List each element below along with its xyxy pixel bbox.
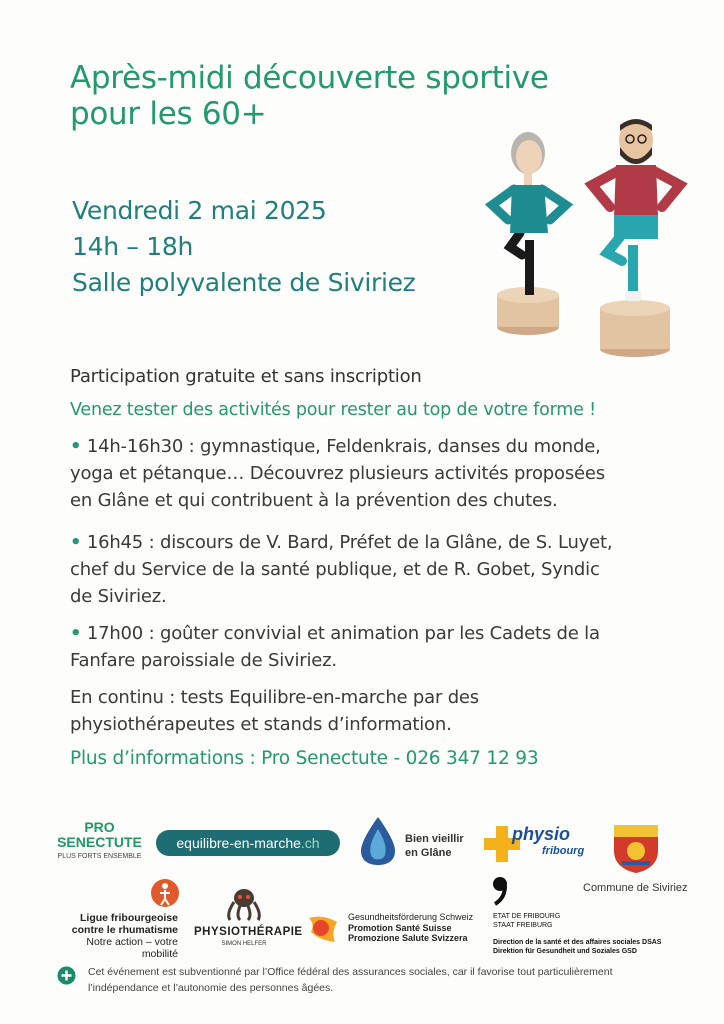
pro-senectute-logo: PRO SENECTUTE PLUS FORTS ENSEMBLE xyxy=(57,819,142,860)
ligue-rhumatisme-figure-icon xyxy=(150,878,180,908)
event-details xyxy=(72,193,416,301)
title-line-2: pour les 60+ xyxy=(70,96,267,132)
bien-vieillir-logo: Bien vieillir en Glâne xyxy=(405,833,464,859)
continuous-note: En continu : tests Equilibre-en-marche par des physiothérapeutes et stands d’information. xyxy=(70,687,479,735)
tagline: Venez tester des activités pour rester au top de votre forme ! xyxy=(70,400,596,420)
program-time: 16h45 xyxy=(86,532,144,553)
equilibre-en-marche-logo: equilibre-en-marche.ch xyxy=(156,830,340,856)
gesundheitsfoerderung-logo: Gesundheitsförderung Schweiz Promotion Santé Suisse Promozione Salute Svizzera xyxy=(348,912,474,943)
physiotherapie-octopus-icon xyxy=(222,886,266,922)
physiotherapie-logo: PHYSIOTHÉRAPIE SIMON HELFER xyxy=(194,926,303,947)
bullet-icon: • xyxy=(70,436,82,457)
bullet-icon: • xyxy=(70,623,82,644)
program-time: 14h-16h30 xyxy=(86,436,184,457)
bien-vieillir-drop-icon xyxy=(357,815,399,867)
title-line-1: Après-midi découverte sportive xyxy=(70,60,549,96)
wooden-figures-illustration xyxy=(470,115,705,365)
program-time: 17h00 xyxy=(86,623,144,644)
event-time: 14h – 18h xyxy=(72,232,194,261)
man-figure-icon xyxy=(592,119,680,357)
participation-note: Participation gratuite et sans inscription xyxy=(70,366,422,387)
ligue-rhumatisme-logo: Ligue fribourgeoise contre le rhumatisme Notre action – votre mobilité xyxy=(71,912,178,960)
event-date: Vendredi 2 mai 2025 xyxy=(72,196,327,225)
gesundheit-logo-icon xyxy=(305,910,341,946)
event-place: Salle polyvalente de Siviriez xyxy=(72,268,416,297)
program-item-3: • 17h00 : goûter convivial et animation par les Cadets de la Fanfare paroissiale de Siviriez. xyxy=(70,623,600,671)
bullet-icon: • xyxy=(70,532,82,553)
program-item-1: • 14h-16h30 : gymnastique, Feldenkrais, danses du monde, yoga et pétanque… Découvrez plusieurs activités proposées en Glâne et qui contribuent à la prévention des chutes. xyxy=(70,436,605,511)
more-info-line: Plus d’informations : Pro Senectute - 026 347 12 93 xyxy=(70,748,539,769)
physio-fribourg-logo: physio fribourg xyxy=(512,824,585,857)
plus-circle-icon xyxy=(57,966,76,985)
program-item-2: • 16h45 : discours de V. Bard, Préfet de la Glâne, de S. Luyet, chef du Service de la santé publique, et de R. Gobet, Syndic de Siviriez. xyxy=(70,532,613,607)
siviriez-coat-of-arms-icon xyxy=(612,823,660,875)
woman-figure-icon xyxy=(492,132,566,335)
etat-fribourg-mark-icon xyxy=(491,876,509,906)
subsidy-footer-note: Cet événement est subventionné par l’Office fédéral des assurances sociales, car il favorise tout particulièrement l’indépendance et l’autonomie des personnes âgées. xyxy=(88,966,613,994)
commune-de-siviriez-label: Commune de Siviriez xyxy=(583,882,688,894)
etat-de-fribourg-logo: ETAT DE FRIBOURG STAAT FREIBURG Direction de la santé et des affaires sociales DSAS Direktion für Gesundheit und Soziales GSD xyxy=(493,913,662,955)
